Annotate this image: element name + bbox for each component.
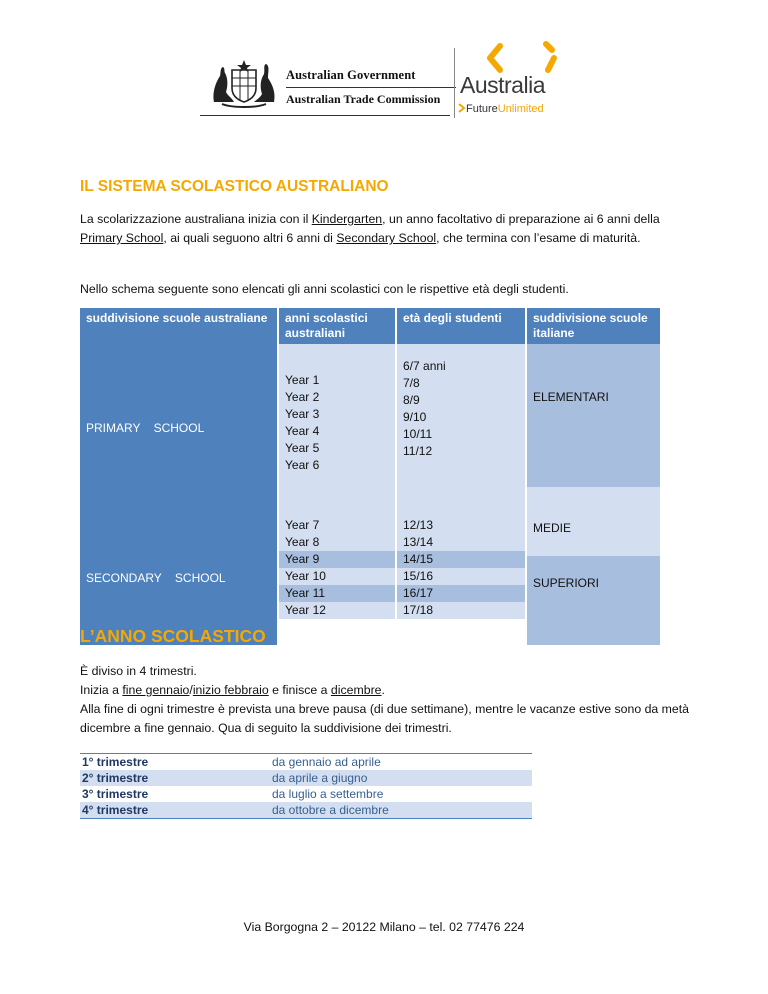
trimester-row — [80, 802, 532, 818]
header-italian-division: suddivisione scuole italiane — [526, 308, 660, 344]
year-12: Year 12 — [279, 602, 395, 619]
agency-name: Australian Trade Commission — [286, 92, 441, 106]
kindergarten-term: Kindergarten — [311, 212, 383, 226]
brand-word: Australia — [460, 72, 545, 98]
header-australian-division: suddivisione scuole australiane — [80, 308, 278, 344]
intro-paragraph — [80, 210, 690, 248]
trimester-name: 1° trimestre — [82, 755, 149, 769]
spacer — [279, 474, 395, 483]
trimester-range: da luglio a settembre — [272, 787, 384, 801]
header-school-years: anni scolastici australiani — [278, 308, 396, 344]
logo-divider — [454, 48, 455, 118]
intro-text-b: , un anno facoltativo di preparazione ai 6 anni della — [382, 212, 660, 226]
section-title-school-year: L’ANNO SCOLASTICO — [80, 626, 266, 646]
line2-text-a: Inizia a — [80, 683, 123, 697]
trimester-row — [80, 754, 532, 770]
school-year-line3: Alla fine di ogni trimestre è prevista una breve pausa (di due settimane), mentre le vacanze estive sono da metà dicembre a fine gennaio. Qua di seguito la suddivisione dei trimestri. — [80, 702, 690, 735]
year-5: Year 5 — [285, 441, 320, 455]
age-year-1: 6/7 anni — [403, 359, 446, 373]
table-intro-paragraph: Nello schema seguente sono elencati gli anni scolastici con le rispettive età degli studenti. — [80, 282, 569, 296]
school-year-line1: È diviso in 4 trimestri. — [80, 664, 197, 678]
australia-brand-logo — [458, 40, 568, 120]
trimester-range: da ottobre a dicembre — [272, 803, 389, 817]
year-2: Year 2 — [285, 390, 320, 404]
gap-years — [278, 487, 396, 511]
coat-of-arms-icon — [208, 58, 280, 110]
header-rule — [200, 115, 450, 116]
table-header-row — [80, 308, 660, 344]
line2-text-b: e finisce a — [268, 683, 331, 697]
year-3: Year 3 — [285, 407, 320, 421]
year-6: Year 6 — [285, 458, 320, 472]
trimester-row — [80, 770, 532, 786]
line2-sep: / — [189, 683, 193, 697]
brand-tagline — [458, 103, 544, 115]
trimester-range: da gennaio ad aprile — [272, 755, 381, 769]
age-year-12: 17/18 — [397, 602, 525, 619]
year-8: Year 8 — [279, 534, 395, 551]
trimesters-table — [80, 753, 532, 819]
italian-elementari: ELEMENTARI — [526, 344, 660, 487]
spacer — [533, 493, 654, 521]
secondary-years-cell — [278, 511, 396, 645]
age-year-2: 7/8 — [403, 376, 420, 390]
age-year-9: 14/15 — [397, 551, 525, 568]
trimester-row — [80, 786, 532, 802]
year-7: Year 7 — [279, 517, 395, 534]
italian-medie — [526, 487, 660, 556]
secondary-school-term: Secondary School — [336, 231, 437, 245]
school-year-line2 — [80, 681, 690, 700]
school-system-table — [80, 308, 660, 645]
government-wordmark — [286, 68, 466, 107]
year-1: Year 1 — [285, 373, 320, 387]
intro-text-c: , ai quali seguono altri 6 anni di — [163, 231, 337, 245]
primary-school-term: Primary School — [80, 231, 164, 245]
intro-text-d: , che termina con l’esame di maturità. — [436, 231, 641, 245]
spacer — [279, 358, 395, 372]
end-december: dicembre — [330, 683, 382, 697]
year-10: Year 10 — [279, 568, 395, 585]
year-11: Year 11 — [279, 585, 395, 602]
tagline-future: Future — [466, 103, 498, 115]
spacer — [397, 344, 525, 358]
age-year-8: 13/14 — [397, 534, 525, 551]
start-early-february: inizio febbraio — [192, 683, 269, 697]
secondary-school-label: SECONDARY SCHOOL — [80, 511, 278, 645]
gap-ages — [396, 487, 526, 511]
header-student-ages: età degli studenti — [396, 308, 526, 344]
year-4: Year 4 — [285, 424, 320, 438]
section-title-school-system: IL SISTEMA SCOLASTICO AUSTRALIANO — [80, 178, 389, 195]
trimester-range: da aprile a giugno — [272, 771, 368, 785]
primary-school-label: PRIMARY SCHOOL — [80, 344, 278, 511]
primary-ages-cell — [396, 344, 526, 487]
intro-text-a: La scolarizzazione australiana inizia con il — [80, 212, 312, 226]
age-year-10: 15/16 — [397, 568, 525, 585]
spacer — [397, 460, 525, 469]
start-late-january: fine gennaio — [122, 683, 190, 697]
age-year-6: 11/12 — [403, 444, 433, 458]
italian-medie-label: MEDIE — [533, 521, 572, 535]
age-year-7: 12/13 — [397, 517, 525, 534]
footer-address: Via Borgogna 2 – 20122 Milano – tel. 02 77476 224 — [243, 920, 525, 934]
trimester-name: 2° trimestre — [82, 771, 149, 785]
gov-name: Australian Government — [286, 68, 416, 82]
primary-years-cell — [278, 344, 396, 487]
gov-rule — [286, 87, 456, 88]
year-9: Year 9 — [279, 551, 395, 568]
primary-row — [80, 344, 660, 487]
secondary-ages-cell — [396, 511, 526, 645]
chevron-right-icon — [458, 103, 466, 113]
trimester-name: 3° trimestre — [82, 787, 149, 801]
italian-superiori: SUPERIORI — [526, 556, 660, 645]
line2-text-c: . — [381, 683, 385, 697]
letterhead — [200, 40, 560, 120]
tagline-unlimited: Unlimited — [497, 103, 544, 115]
age-year-5: 10/11 — [403, 427, 433, 441]
age-year-4: 9/10 — [403, 410, 427, 424]
age-year-3: 8/9 — [403, 393, 420, 407]
age-year-11: 16/17 — [397, 585, 525, 602]
trimester-name: 4° trimestre — [82, 803, 149, 817]
